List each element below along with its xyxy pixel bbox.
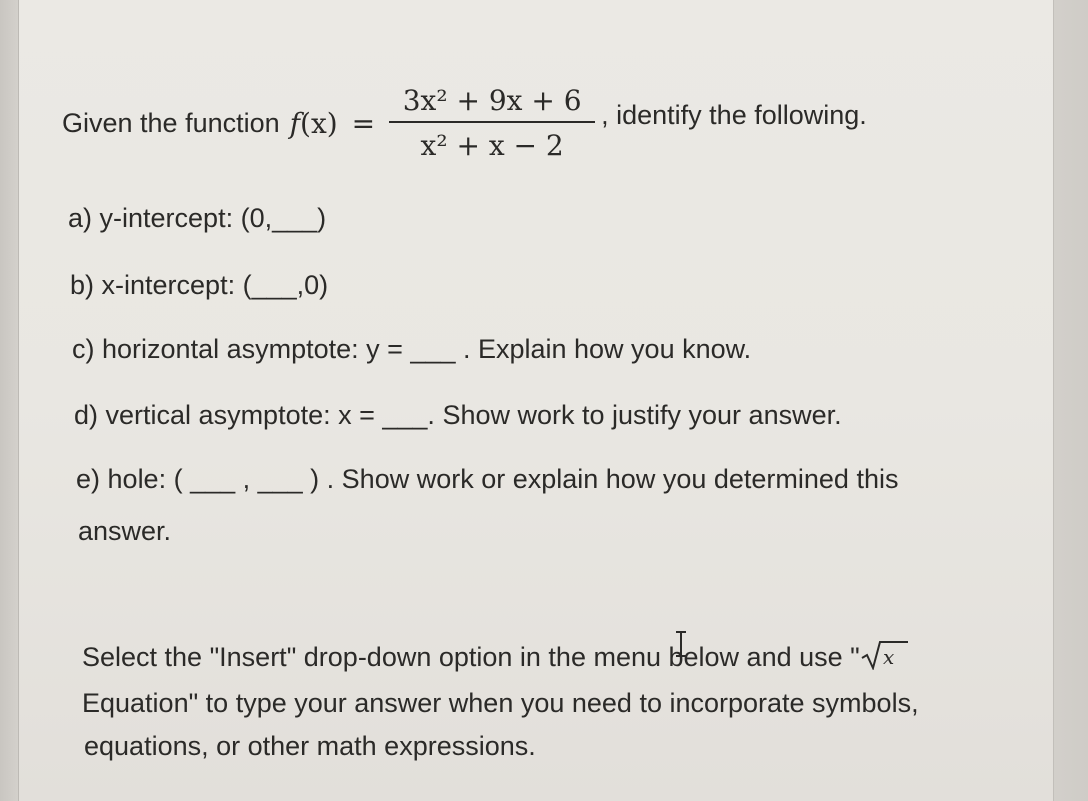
part-c xyxy=(72,336,751,363)
text-cursor-icon xyxy=(674,630,688,658)
part-d-text: vertical asymptote: x = ___. Show work to justify your answer. xyxy=(105,400,842,430)
part-a-text: y-intercept: (0,___) xyxy=(99,203,327,233)
part-d-label: d) xyxy=(74,400,99,430)
part-a-label: a) xyxy=(68,203,93,233)
part-b-text: x-intercept: (___,0) xyxy=(101,270,329,300)
part-e-label: e) xyxy=(76,464,101,494)
instructions-line-1 xyxy=(82,640,910,671)
part-a xyxy=(68,205,326,232)
part-c-text: horizontal asymptote: y = ___ . Explain how you know. xyxy=(102,334,752,364)
fraction-numerator: 3x² + 9x + 6 xyxy=(402,84,582,117)
instructions-line-1-text: Select the "Insert" drop-down option in the menu below and use " xyxy=(82,642,860,672)
instructions-line-2: Equation" to type your answer when you need to incorporate symbols, xyxy=(82,688,919,718)
part-d xyxy=(74,402,842,429)
intro-prefix: Given the function xyxy=(62,107,280,138)
part-c-label: c) xyxy=(72,334,95,364)
question-intro xyxy=(62,78,867,168)
part-e-text: hole: ( ___ , ___ ) . Show work or explain how you determined this xyxy=(107,464,899,494)
intro-suffix: , identify the following. xyxy=(601,99,867,130)
square-root-icon xyxy=(860,640,910,670)
function-variable: (x) xyxy=(300,106,338,140)
rational-function-fraction xyxy=(389,84,595,162)
fraction-denominator: x² + x − 2 xyxy=(420,129,564,162)
square-root-radicand: x xyxy=(882,645,895,669)
function-letter: f xyxy=(289,106,301,140)
instructions-line-3: equations, or other math expressions. xyxy=(84,731,536,761)
part-e-continuation: answer. xyxy=(78,516,172,546)
equals-sign: = xyxy=(351,106,376,140)
part-e xyxy=(76,466,898,493)
part-b xyxy=(70,272,328,299)
part-b-label: b) xyxy=(70,270,95,300)
function-name xyxy=(290,107,338,140)
